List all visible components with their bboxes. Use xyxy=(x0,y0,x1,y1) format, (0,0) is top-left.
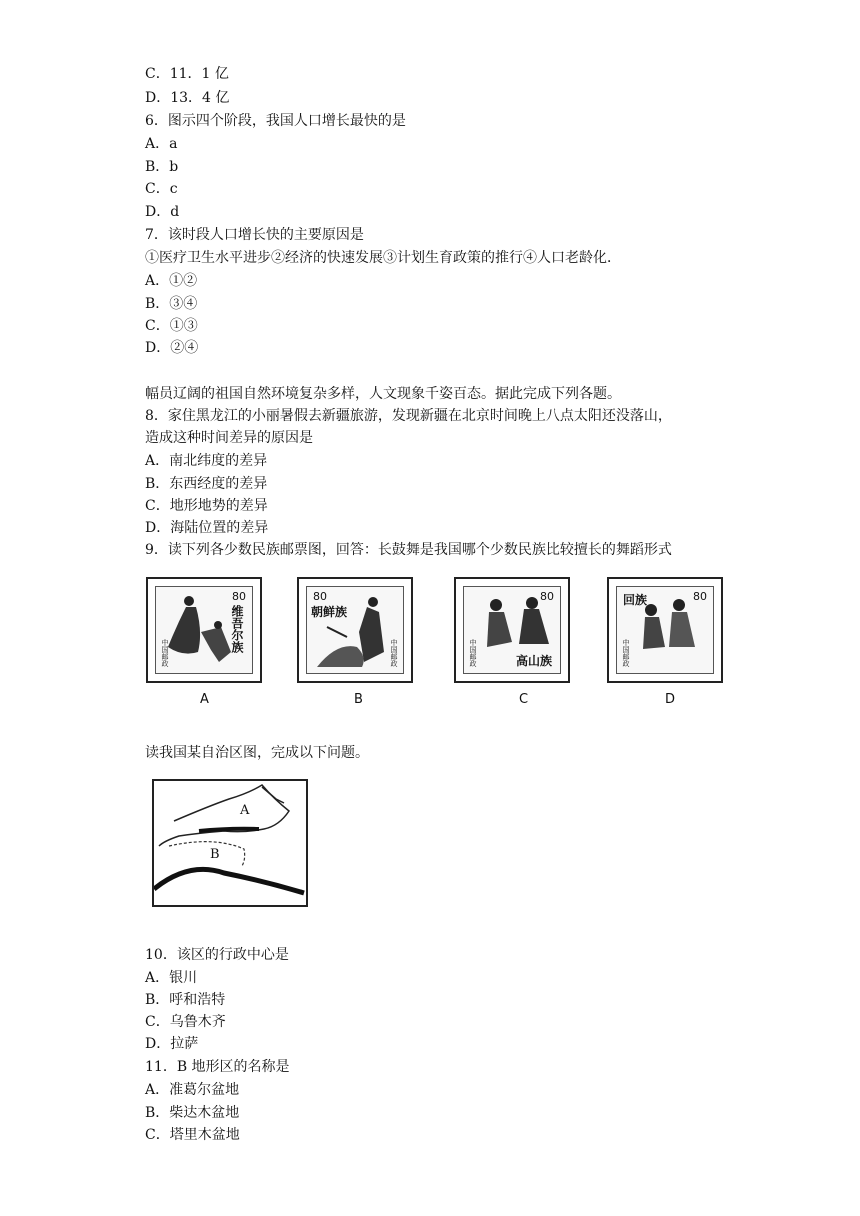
stamp-value: 80 xyxy=(313,590,327,603)
stamp-ethnic-name: 高山族 xyxy=(515,654,552,668)
question-line: 10．该区的行政中心是 xyxy=(145,947,289,963)
question-line: 造成这种时间差异的原因是 xyxy=(145,430,313,446)
option-line: B．东西经度的差异 xyxy=(145,476,268,492)
stamp-d xyxy=(607,577,723,683)
stamp-ethnic-name: 朝鲜族 xyxy=(311,605,348,619)
option-line: A．银川 xyxy=(145,970,198,986)
option-line: D．拉萨 xyxy=(145,1036,199,1052)
intro-line: 读我国某自治区图，完成以下问题。 xyxy=(145,745,369,761)
stamp-ethnic-name: 维吾尔族 xyxy=(230,605,244,653)
stamp-post-mark: 中国邮政 xyxy=(469,639,477,667)
option-line: C．11．1 亿 xyxy=(145,66,229,82)
option-line: C．塔里木盆地 xyxy=(145,1127,240,1143)
stamp-post-mark: 中国邮政 xyxy=(390,639,398,667)
stamp-value: 80 xyxy=(232,590,246,603)
stamp-c xyxy=(454,577,570,683)
option-line: D．13．4 亿 xyxy=(145,90,230,106)
option-line: D．②④ xyxy=(145,340,199,356)
map-drawing xyxy=(154,781,306,905)
question-line: ①医疗卫生水平进步②经济的快速发展③计划生育政策的推行④人口老龄化． xyxy=(145,250,621,266)
option-line: D．海陆位置的差异 xyxy=(145,520,269,536)
stamp-label-c: C xyxy=(519,692,529,707)
stamp-value: 80 xyxy=(693,590,707,603)
stamp-a xyxy=(146,577,262,683)
region-map xyxy=(152,779,308,907)
option-line: A．准葛尔盆地 xyxy=(145,1082,240,1098)
stamp-post-mark: 中国邮政 xyxy=(161,639,169,667)
map-label-b: B xyxy=(210,847,220,862)
option-line: C．乌鲁木齐 xyxy=(145,1014,226,1030)
option-line: A．①② xyxy=(145,273,198,289)
question-line: 6．图示四个阶段，我国人口增长最快的是 xyxy=(145,113,406,129)
stamp-post-mark: 中国邮政 xyxy=(622,639,630,667)
option-line: B．呼和浩特 xyxy=(145,992,226,1008)
map-label-a: A xyxy=(240,803,250,818)
stamp-b xyxy=(297,577,413,683)
option-line: A．南北纬度的差异 xyxy=(145,453,268,469)
stamp-ethnic-name: 回族 xyxy=(623,593,648,607)
stamp-label-b: B xyxy=(354,692,363,707)
question-line: 7．该时段人口增长快的主要原因是 xyxy=(145,227,364,243)
question-line: 8．家住黑龙江的小丽暑假去新疆旅游，发现新疆在北京时间晚上八点太阳还没落山， xyxy=(145,408,672,424)
option-line: C．①③ xyxy=(145,318,198,334)
question-line: 9．读下列各少数民族邮票图，回答：长鼓舞是我国哪个少数民族比较擅长的舞蹈形式 xyxy=(145,542,672,558)
intro-line: 幅员辽阔的祖国自然环境复杂多样，人文现象千姿百态。据此完成下列各题。 xyxy=(145,386,621,402)
option-line: D．d xyxy=(145,204,180,220)
option-line: B．b xyxy=(145,159,179,175)
stamp-label-a: A xyxy=(200,692,209,707)
option-line: A．a xyxy=(145,136,178,152)
option-line: B．柴达木盆地 xyxy=(145,1105,240,1121)
stamp-value: 80 xyxy=(540,590,554,603)
stamp-label-d: D xyxy=(665,692,676,707)
option-line: C．地形地势的差异 xyxy=(145,498,268,514)
option-line: C．c xyxy=(145,181,178,197)
option-line: B．③④ xyxy=(145,296,198,312)
question-line: 11．B 地形区的名称是 xyxy=(145,1059,290,1075)
